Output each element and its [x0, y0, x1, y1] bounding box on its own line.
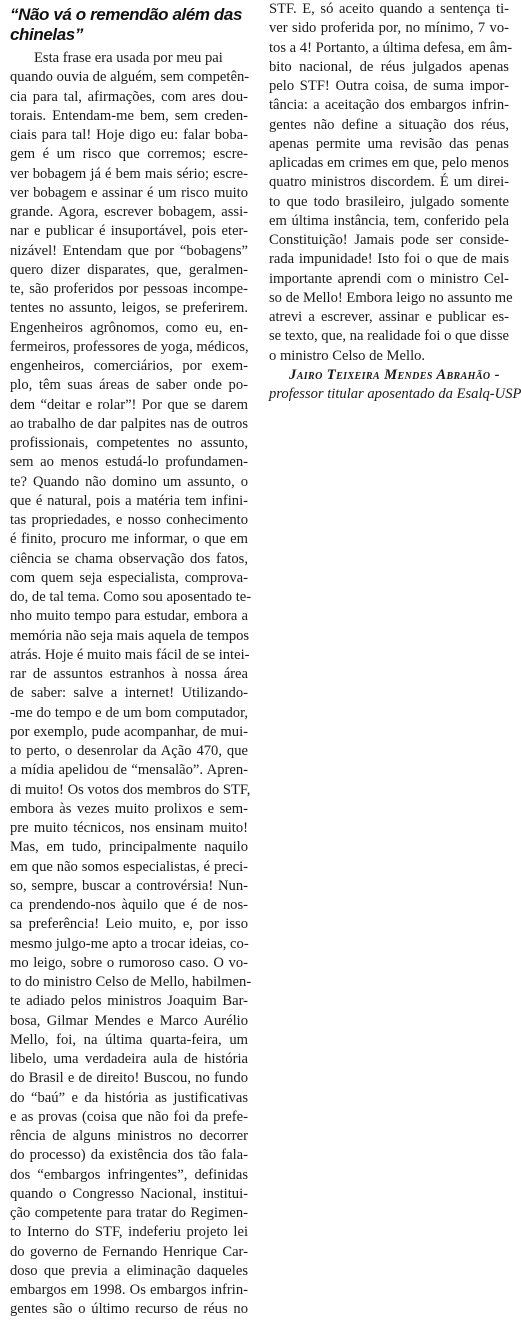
text-line: rar de assuntos estranhos à nossa área [10, 666, 248, 682]
text-line: nizável! Entendam que por “bobagens” [10, 242, 248, 259]
text-line: do Brasil e de direito! Buscou, no fundo [10, 1070, 248, 1087]
text-line: importante aprendi com o ministro Cel- [269, 270, 509, 287]
text-line: apenas permite uma revisão das penas [269, 135, 509, 152]
text-line: sa preferência! Leio muito, e, por isso [10, 916, 248, 933]
text-line: sem ao menos estudá-lo profundamen- [10, 454, 248, 471]
text-line: mo leigo, sobre o rumoroso caso. O vo- [10, 954, 248, 971]
text-line: que é natural, pois a matéria tem infini- [10, 492, 248, 509]
text-line: fermeiros, professores de yoga, médicos, [10, 338, 249, 355]
text-line: de saber: salve a internet! Utilizando- [10, 685, 248, 702]
text-line: do governo de Fernando Henrique Car- [10, 1243, 248, 1260]
text-line: em última instância, tem, conferido pela [269, 212, 509, 229]
text-line: ciais para tal! Hoje digo eu: falar boba- [10, 127, 248, 143]
text-line: cia para tal, afirmações, com ares dou- [10, 88, 248, 105]
text-line: gentes não define a situação dos réus, [269, 116, 509, 133]
text-line: libelo, uma verdadeira aula de história [10, 1051, 248, 1067]
text-line: Esta frase era usada por meu pai [34, 50, 223, 66]
text-line: di muito! Os votos dos membros do STF, [10, 781, 251, 798]
text-line: quando ouvia de alguém, sem competên- [10, 69, 250, 86]
left-column-body [10, 49, 252, 1320]
text-line: profissionais, competentes no assunto, [10, 435, 248, 451]
text-line: quero dizer disparates, que, geralmen- [10, 261, 248, 278]
text-line: ver bobagem e assinar é um risco muito [10, 184, 248, 201]
letter-headline: “Não vá o remendão além das chinelas” [10, 5, 243, 44]
text-line: so, sempre, buscar a controvérsia! Nun- [10, 877, 248, 894]
text-line: to perto, o desenrolar da Ação 470, que [10, 743, 248, 759]
text-line: ção competente para tratar do Regimen- [10, 1205, 248, 1221]
right-column [269, 0, 521, 404]
text-line: STF. E, só aceito quando a sentença ti- [269, 1, 509, 17]
text-line: pelo STF! Outra coisa, de suma impor- [269, 78, 509, 94]
text-line: quando o Congresso Nacional, institui- [10, 1185, 248, 1202]
text-line: gentes são o último recurso de réus no [10, 1301, 248, 1318]
text-line: -me do tempo e de um bom computador, [10, 704, 248, 721]
text-line: nho muito tempo para estudar, embora a [10, 608, 248, 625]
text-line: do processo) da existência dos tão fala- [10, 1147, 248, 1164]
text-line: torais. Entendam-me bem, sem creden- [10, 107, 248, 124]
text-line: com quem seja especialista, comprova- [10, 569, 248, 586]
text-line: engenheiros, comerciários, por exem- [10, 358, 248, 374]
text-line: Mello, foi, na última quarta-feira, um [10, 1031, 248, 1048]
text-line: memória não seja mais aquela de tempos [10, 627, 250, 644]
text-line: quatro ministros discordem. É um direi- [269, 174, 509, 191]
text-line: a mídia apelidou de “mensalão”. Apren- [10, 762, 248, 779]
text-line: por exemplo, pude acompanhar, de mui- [10, 723, 248, 740]
text-line: Mas, em tudo, principalmente naquilo [10, 839, 248, 856]
author-name: Jairo Teixeira Mendes Abrahão - [289, 366, 500, 383]
text-line: rada impunidade! Isto foi o que de mais [269, 251, 509, 268]
text-line: aplicadas em crimes em que, pelo menos [269, 155, 509, 171]
right-column-body [269, 0, 513, 366]
author-signature [269, 366, 521, 405]
text-line: mesmo julgo-me apto a trocar ideias, co- [10, 935, 249, 952]
text-line: plo, têm suas áreas de saber onde po- [10, 377, 248, 394]
text-line: em que não somos especialistas, é preci- [10, 858, 248, 875]
text-line: te? Quando não domino um assunto, o [10, 473, 248, 490]
text-line: te adiado pelos ministros Joaquim Bar- [10, 993, 248, 1010]
text-line: grande. Agora, escrever bobagem, assi- [10, 204, 248, 220]
text-line: dos “embargos infringentes”, definidas [10, 1166, 248, 1183]
text-line: tas propriedades, e nosso conhecimento [10, 512, 248, 528]
text-line: gem é um risco que corremos; escre- [10, 146, 248, 163]
text-line: pre muito técnicos, nos ensinam muito! [10, 820, 248, 836]
text-line: ver bobagem já é bem mais sério; escre- [10, 165, 248, 182]
text-line: nar e publicar é insuportável, pois eter- [10, 223, 248, 240]
text-line: bosa, Gilmar Mendes e Marco Aurélio [10, 1012, 248, 1029]
text-line: embora às vezes muito prolixos e sem- [10, 800, 248, 817]
text-line: ca prendendo-nos àquilo que é de nos- [10, 897, 248, 913]
text-line: embargos em 1998. Os embargos infrin- [10, 1282, 248, 1298]
left-column [10, 0, 252, 1320]
text-line: te, são proferidos por pessoas incompe- [10, 281, 248, 297]
text-line: Engenheiros agrônomos, como eu, en- [10, 319, 248, 336]
text-line: tos a 4! Portanto, a última defesa, em âm- [269, 39, 513, 56]
text-line: so de Mello! Embora leigo no assunto me [269, 289, 513, 306]
text-line: dem “deitar e rolar”! Por que se darem [10, 396, 248, 413]
text-line: ver sido proferida por, no mínimo, 7 vo- [269, 20, 509, 37]
text-line: o ministro Celso de Mello. [269, 347, 426, 364]
text-line: bito nacional, de réus julgados apenas [269, 58, 509, 75]
text-line: to Interno do STF, indeferiu projeto lei [10, 1224, 248, 1241]
text-line: Constituição! Jamais pode ser conside- [269, 232, 509, 248]
text-line: e as provas (coisa que não foi da prefe- [10, 1108, 248, 1125]
text-line: doso que previa a eliminação daqueles [10, 1262, 248, 1279]
text-line: atrás. Hoje é muito mais fácil de se intei- [10, 646, 250, 663]
text-line: to do ministro Celso de Mello, habilmen- [10, 974, 252, 990]
text-line: atrevi a escrever, assinar e publicar es- [269, 309, 509, 325]
text-line: ciência se chama observação dos fatos, [10, 550, 248, 567]
text-line: rência de alguns ministros no decorrer [10, 1128, 248, 1144]
text-line: do, de tal tema. Como sou aposentado te- [10, 589, 252, 605]
text-line: to que todo brasileiro, julgado somente [269, 193, 509, 210]
text-line: se texto, que, na realidade foi o que disse [269, 328, 509, 345]
text-line: tância: a aceitação dos embargos infrin- [269, 97, 509, 114]
author-role: professor titular aposentado da Esalq-USP [269, 386, 521, 402]
text-line: tentes no assunto, leigos, se preferirem. [10, 300, 248, 317]
text-line: ao trabalho de dar palpites nas de outros [10, 415, 248, 432]
text-line: do “baú” e da história as justificativas [10, 1089, 248, 1106]
text-line: é finito, procuro me informar, o que em [10, 531, 248, 548]
